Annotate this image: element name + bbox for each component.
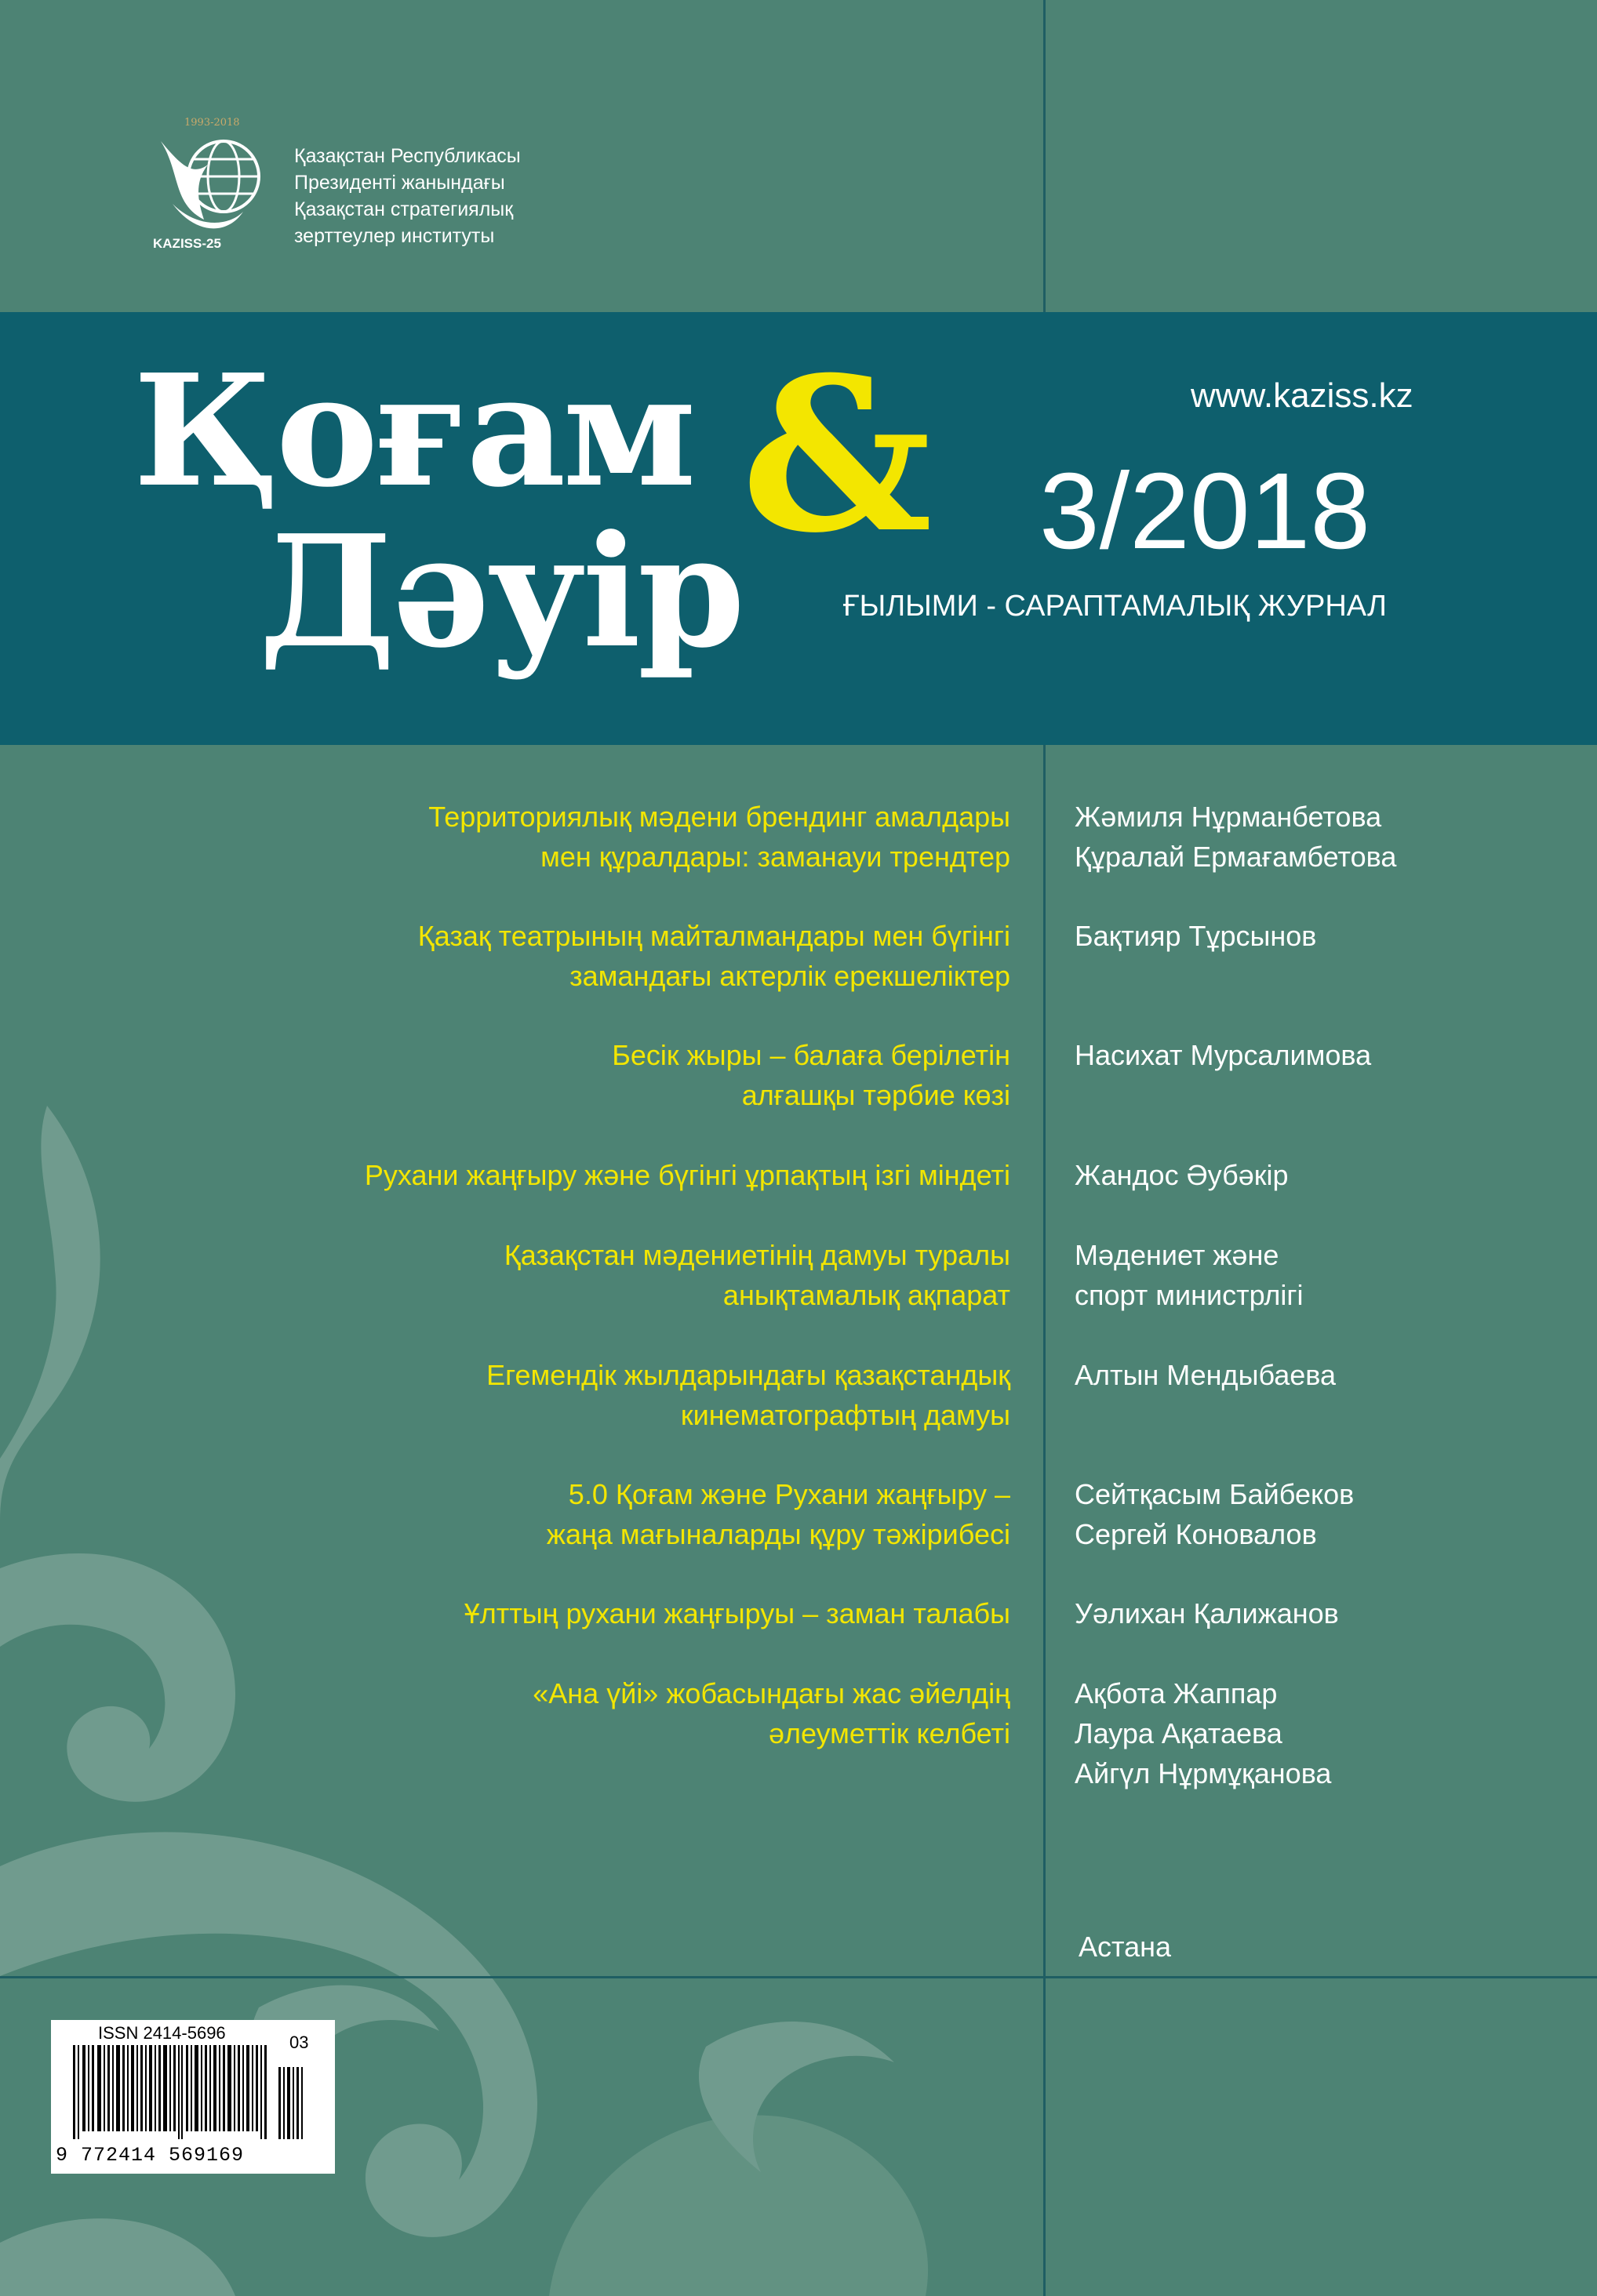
institute-line: Қазақстан стратегиялық <box>294 198 514 220</box>
article-title: Егемендік жылдарындағы қазақстандық кинематографтың дамуы <box>486 1359 1010 1431</box>
article-title: 5.0 Қоғам және Рухани жаңғыру – жаңа мағыналарды құру тәжірибесі <box>546 1478 1010 1550</box>
ampersand: & <box>741 330 933 579</box>
article-authors: Уәлихан Қалижанов <box>1075 1597 1339 1629</box>
journal-subtitle: ҒЫЛЫМИ - САРАПТАМАЛЫҚ ЖУРНАЛ <box>843 590 1387 623</box>
article-authors: Жәмиля Нұрманбетова Құралай Ермағамбетова <box>1075 801 1397 873</box>
kaziss-logo <box>149 110 282 259</box>
institute-line: Президенті жанындағы <box>294 172 505 194</box>
article-title: Территориялық мәдени брендинг амалдары мен құралдары: заманауи трендтер <box>428 801 1010 873</box>
article-title: Рухани жаңғыру және бүгінгі ұрпақтың ізгі міндеті <box>364 1159 1010 1191</box>
article-title: Ұлттың рухани жаңғыруы – заман талабы <box>464 1597 1010 1629</box>
website-link[interactable]: www.kaziss.kz <box>1191 376 1413 415</box>
issn-label: ISSN 2414-5696 <box>98 2023 226 2043</box>
institute-line: зерттеулер институты <box>294 225 495 247</box>
barcode-bars <box>73 2045 308 2139</box>
logo-brand: KAZISS-25 <box>153 236 221 251</box>
journal-title-line2: Дәуір <box>259 502 742 682</box>
article-title: Қазақстан мәдениетінің дамуы туралы анықтамалық ақпарат <box>504 1239 1010 1311</box>
article-title: Қазақ театрының майталмандары мен бүгінгі замандағы актерлік ерекшеліктер <box>417 920 1010 992</box>
publication-city: Астана <box>1079 1931 1172 1963</box>
article-title: Бесік жыры – балаға берілетін алғашқы тәрбие көзі <box>612 1039 1010 1111</box>
barcode <box>51 2020 335 2174</box>
logo-years: 1993-2018 <box>184 117 240 129</box>
journal-title-line1: Қоғам <box>133 341 693 521</box>
issue-number: 3/2018 <box>1039 451 1371 572</box>
article-authors: Алтын Мендыбаева <box>1075 1359 1337 1391</box>
article-authors: Сейтқасым Байбеков Сергей Коновалов <box>1075 1478 1355 1550</box>
horizontal-divider <box>0 1976 1597 1978</box>
article-authors: Бақтияр Тұрсынов <box>1075 920 1317 952</box>
institute-name <box>294 143 521 249</box>
article-authors: Жандос Әубәкір <box>1075 1159 1289 1191</box>
barcode-addon: 03 <box>289 2033 309 2052</box>
article-authors: Мәдениет және спорт министрлігі <box>1075 1239 1304 1311</box>
article-title: «Ана үйі» жобасындағы жас әйелдің әлеуметтік келбеті <box>533 1677 1010 1749</box>
institute-line: Қазақстан Республикасы <box>294 145 521 167</box>
article-authors: Ақбота Жаппар Лаура Ақатаева Айгүл Нұрмұқанова <box>1075 1677 1332 1789</box>
article-authors: Насихат Мурсалимова <box>1075 1039 1372 1071</box>
barcode-number: 9 772414 569169 <box>56 2144 245 2167</box>
